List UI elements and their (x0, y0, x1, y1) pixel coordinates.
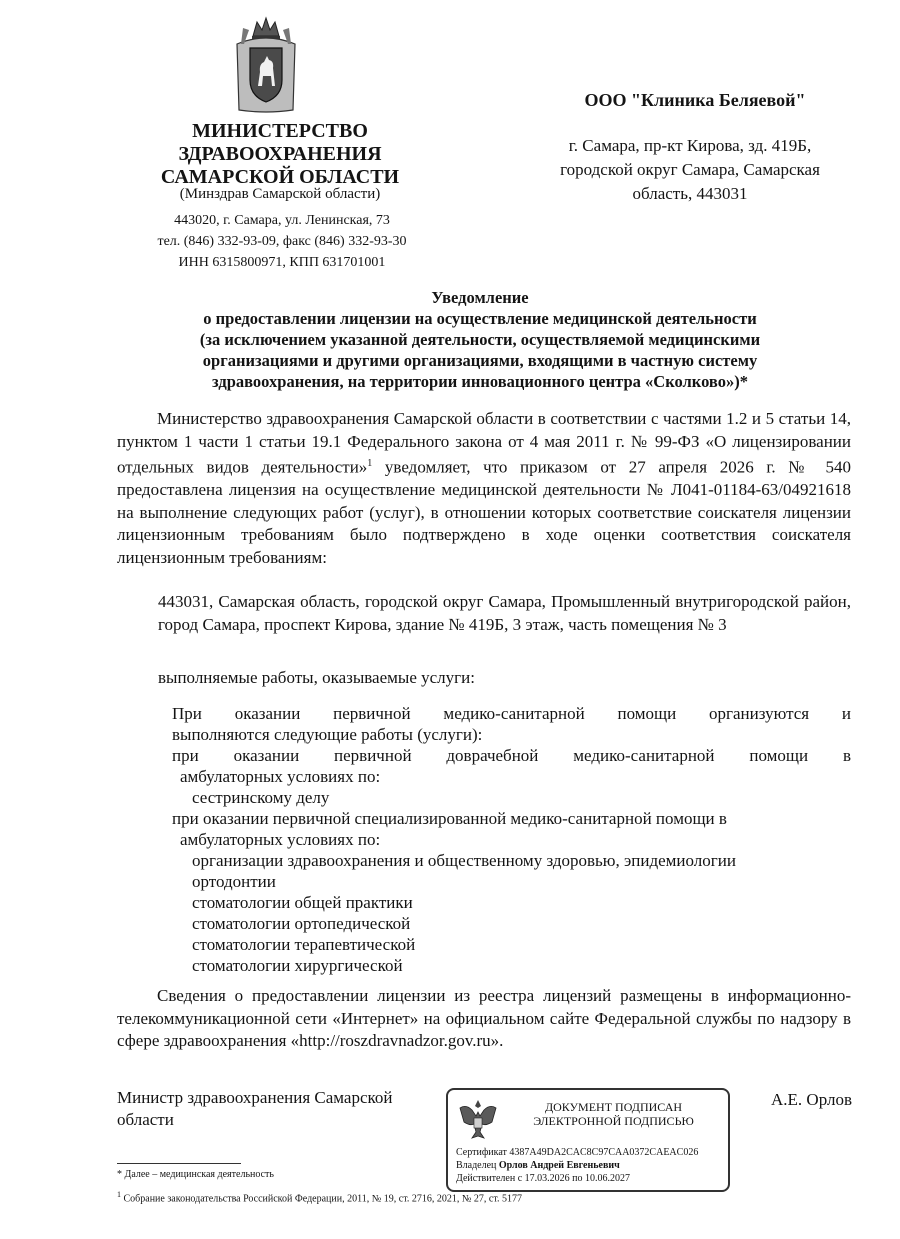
service-group-heading: амбулаторных условиях по: (180, 767, 381, 786)
ministry-tax-ids: ИНН 6315800971, КПП 631701001 (178, 255, 386, 270)
ministry-name-line: ЗДРАВООХРАНЕНИЯ (178, 143, 382, 165)
service-item: стоматологии терапевтической (192, 935, 416, 954)
service-item: стоматологии общей практики (192, 893, 413, 912)
service-item: ортодонтии (192, 872, 276, 891)
signer-title-line: Министр здравоохранения Самарской (117, 1088, 393, 1107)
service-group-heading: при оказании первичной специализированной медико-санитарной помощи в (172, 809, 727, 828)
ministry-name (130, 120, 430, 189)
works-heading: выполняемые работы, оказываемые услуги: (158, 668, 475, 687)
signer-title-line: области (117, 1110, 174, 1129)
ministry-name-line: САМАРСКОЙ ОБЛАСТИ (160, 166, 400, 188)
services-intro-line: выполняются следующие работы (услуги): (172, 725, 483, 744)
title-line: организациями и другими организациями, входящими в частную систему (202, 351, 758, 370)
registry-paragraph (117, 985, 851, 1053)
service-group-heading: при оказании первичной доврачебной медико-санитарной помощи в (172, 746, 851, 765)
recipient-name: ООО "Клиника Беляевой" (584, 90, 806, 110)
title-line: Уведомление (431, 288, 529, 307)
signer-name: А.Е. Орлов (771, 1090, 852, 1109)
service-item: стоматологии хирургической (192, 956, 403, 975)
ministry-phone: тел. (846) 332-93-09, факс (846) 332-93-30 (157, 234, 407, 249)
owner-label: Владелец (456, 1160, 497, 1171)
recipient-address-line: городской округ Самара, Самарская (560, 160, 820, 179)
ministry-address: 443020, г. Самара, ул. Ленинская, 73 (174, 213, 390, 228)
stamp-heading-line: ЭЛЕКТРОННОЙ ПОДПИСЬЮ (533, 1114, 694, 1128)
footnote-mark: 1 (367, 458, 373, 469)
title-line: (за исключением указанной деятельности, осуществляемой медицинскими (199, 330, 761, 349)
recipient-address (520, 134, 860, 206)
intro-paragraph (117, 408, 851, 569)
intro-text-part1: Министерство здравоохранения Самарской области в соответствии с частями 1.2 и 5 статьи 14, пунктом 1 части 1 статьи 19.1 Федерального закона от 4 мая 2011 г. № 99-ФЗ «О лицензировании отдельных видов деятельности» (117, 409, 851, 477)
stamp-certificate (456, 1146, 728, 1159)
certificate-value: 4387A49DA2CAC8C97CAA0372CAEAC026 (509, 1147, 699, 1158)
service-group-heading: амбулаторных условиях по: (180, 830, 381, 849)
service-item: сестринскому делу (192, 788, 330, 807)
services-intro-line: При оказании первичной медико-санитарной помощи организуются и (172, 704, 851, 723)
recipient-address-line: г. Самара, пр-кт Кирова, зд. 419Б, (568, 136, 812, 155)
footnote-divider (117, 1163, 241, 1164)
services-list (172, 703, 851, 976)
title-line: о предоставлении лицензии на осуществление медицинской деятельности (203, 309, 757, 328)
footnote-1-mark: 1 (117, 1190, 121, 1199)
stamp-heading-line: ДОКУМЕНТ ПОДПИСАН (544, 1100, 683, 1114)
footnote-1-text: Собрание законодательства Российской Федерации, 2011, № 19, ст. 2716, 2021, № 27, ст. 5177 (121, 1193, 522, 1205)
activity-address: 443031, Самарская область, городской округ Самара, Промышленный внутригородской район, город Самара, проспект Кирова, здание № 419Б, 3 этаж, часть помещения № 3 (158, 592, 851, 634)
intro-text-part2: уведомляет, что приказом от 27 апреля 2026 г. № 540 предоставлена лицензия на осуществление медицинской деятельности № Л041-01184-63/04921618 на выполнение следующих работ (услуг), в отношении которых соответствие соискателя лицензии лицензионным требованиям было подтверждено в ходе оценки соответствия соискателя лицензионным требованиям: (117, 457, 851, 567)
stamp-validity: Действителен с 17.03.2026 по 10.06.2027 (456, 1173, 630, 1184)
ministry-name-line: МИНИСТЕРСТВО (192, 120, 368, 142)
double-headed-eagle-icon (456, 1096, 500, 1142)
owner-value: Орлов Андрей Евгеньевич (498, 1160, 620, 1171)
footnote-1 (117, 1190, 717, 1204)
signer-title (117, 1087, 437, 1131)
coat-of-arms-icon (233, 14, 299, 114)
footnote-star: * Далее – медицинская деятельность (117, 1169, 274, 1180)
title-line: здравоохранения, на территории инновационного центра «Сколково»)* (212, 372, 748, 391)
registry-text: Сведения о предоставлении лицензии из реестра лицензий размещены в информационно- телекоммуникационной сети «Интернет» на официальном сайте Федеральной службы по надзору в сфере здравоохранения «http://roszdravnadzor.gov.ru». (117, 986, 851, 1050)
ministry-contacts (112, 210, 452, 273)
certificate-label: Сертификат (456, 1147, 507, 1158)
stamp-heading (506, 1100, 721, 1128)
document-title (100, 287, 860, 392)
service-item: стоматологии ортопедической (192, 914, 411, 933)
service-item: организации здравоохранения и общественному здоровью, эпидемиологии (192, 851, 736, 870)
ministry-short-name: (Минздрав Самарской области) (179, 186, 381, 202)
recipient-address-line: область, 443031 (632, 184, 748, 203)
